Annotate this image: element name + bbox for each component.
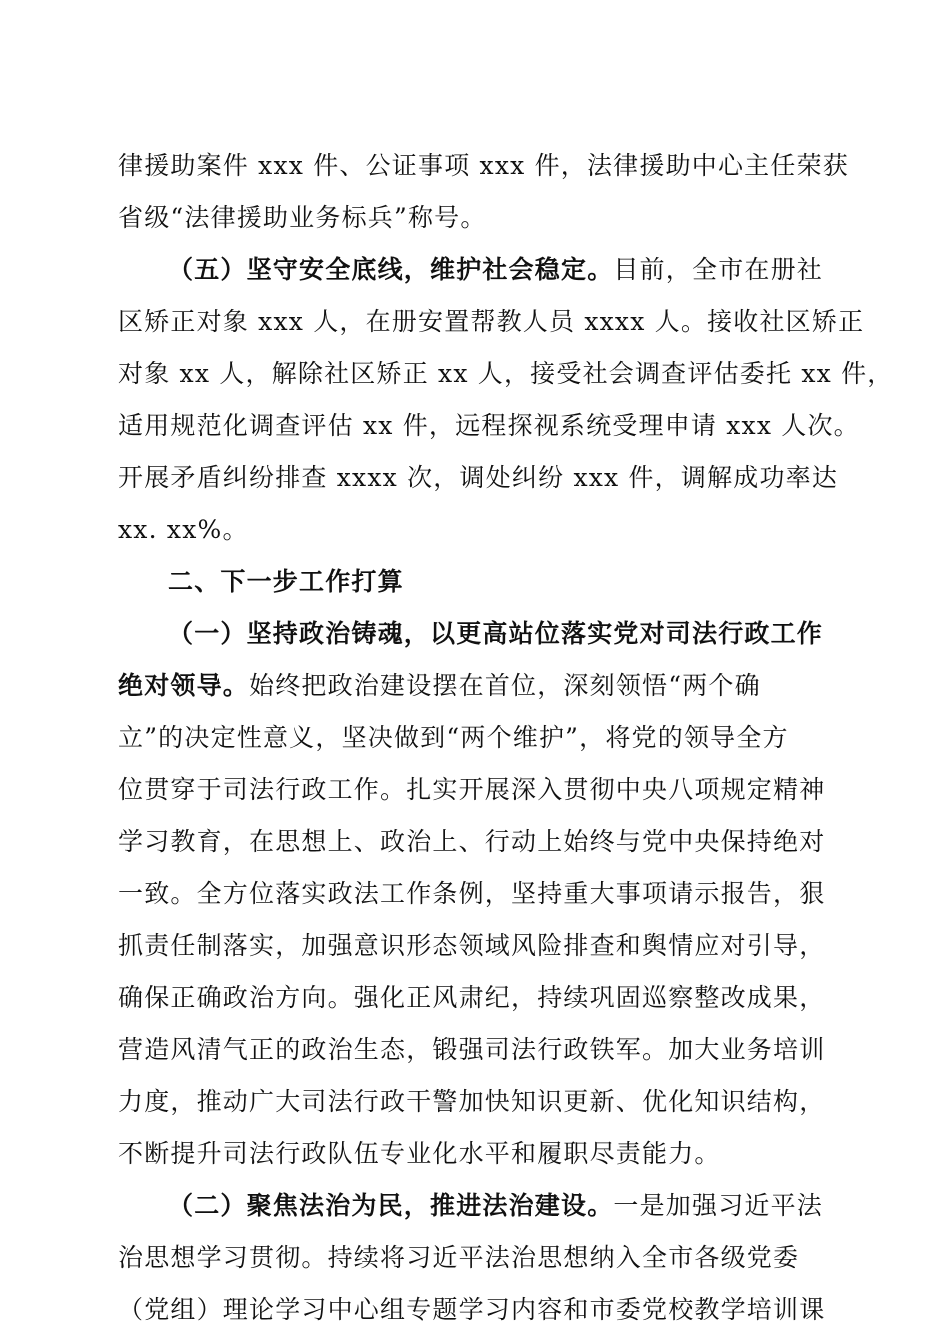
paragraph-line: 抓责任制落实，加强意识形态领域风险排查和舆情应对引导， [118, 931, 826, 960]
paragraph-line [118, 1180, 830, 1232]
paragraph-line [118, 244, 830, 296]
paragraph-line: 确保正确政治方向。强化正风肃纪，持续巩固巡察整改成果， [118, 983, 826, 1012]
paragraph-line: 律援助案件 xxx 件、公证事项 xxx 件，法律援助中心主任荣获 [118, 151, 849, 180]
paragraph-text: 始终把政治建设摆在首位，深刻领悟“两个确 [249, 671, 761, 700]
paragraph-line: 治思想学习贯彻。持续将习近平法治思想纳入全市各级党委 [118, 1243, 800, 1272]
paragraph-line: 开展矛盾纠纷排查 xxxx 次，调处纠纷 xxx 件，调解成功率达 [118, 463, 839, 492]
paragraph-line [118, 660, 830, 712]
section-heading: 二、下一步工作打算 [168, 567, 404, 596]
paragraph-line: 立”的决定性意义，坚决做到“两个维护”，将党的领导全方 [118, 723, 789, 752]
paragraph-text: 一是加强习近平法 [613, 1191, 824, 1220]
paragraph-line: 对象 xx 人，解除社区矫正 xx 人，接受社会调查评估委托 xx 件， [118, 359, 894, 388]
subsection-title-2: （二）聚焦法治为民，推进法治建设。 [168, 1191, 614, 1220]
paragraph-line: 区矫正对象 xxx 人，在册安置帮教人员 xxxx 人。接收社区矫正 [118, 307, 865, 336]
paragraph-line: 一致。全方位落实政法工作条例，坚持重大事项请示报告，狠 [118, 879, 826, 908]
document-body [118, 140, 894, 1336]
paragraph-line: 不断提升司法行政队伍专业化水平和履职尽责能力。 [118, 1139, 721, 1168]
paragraph-line: 营造风清气正的政治生态，锻强司法行政铁军。加大业务培训 [118, 1035, 826, 1064]
paragraph-line: （党组）理论学习中心组专题学习内容和市委党校教学培训课 [118, 1295, 826, 1324]
subsection-title-1: （一）坚持政治铸魂，以更高站位落实党对司法行政工作 [168, 619, 824, 648]
paragraph-line: 学习教育，在思想上、政治上、行动上始终与党中央保持绝对 [118, 827, 826, 856]
paragraph-line: 位贯穿于司法行政工作。扎实开展深入贯彻中央八项规定精神 [118, 775, 826, 804]
paragraph-line: 力度，推动广大司法行政干警加快知识更新、优化知识结构， [118, 1087, 826, 1116]
paragraph-text: 目前，全市在册社 [613, 255, 824, 284]
subsection-title-5: （五）坚守安全底线，维护社会稳定。 [168, 255, 614, 284]
paragraph-line: 适用规范化调查评估 xx 件，远程探视系统受理申请 xxx 人次。 [118, 411, 860, 440]
paragraph-line: 省级“法律援助业务标兵”称号。 [118, 203, 487, 232]
subsection-title-1-cont: 绝对领导。 [118, 671, 250, 700]
paragraph-line: xx. xx%。 [118, 515, 249, 544]
